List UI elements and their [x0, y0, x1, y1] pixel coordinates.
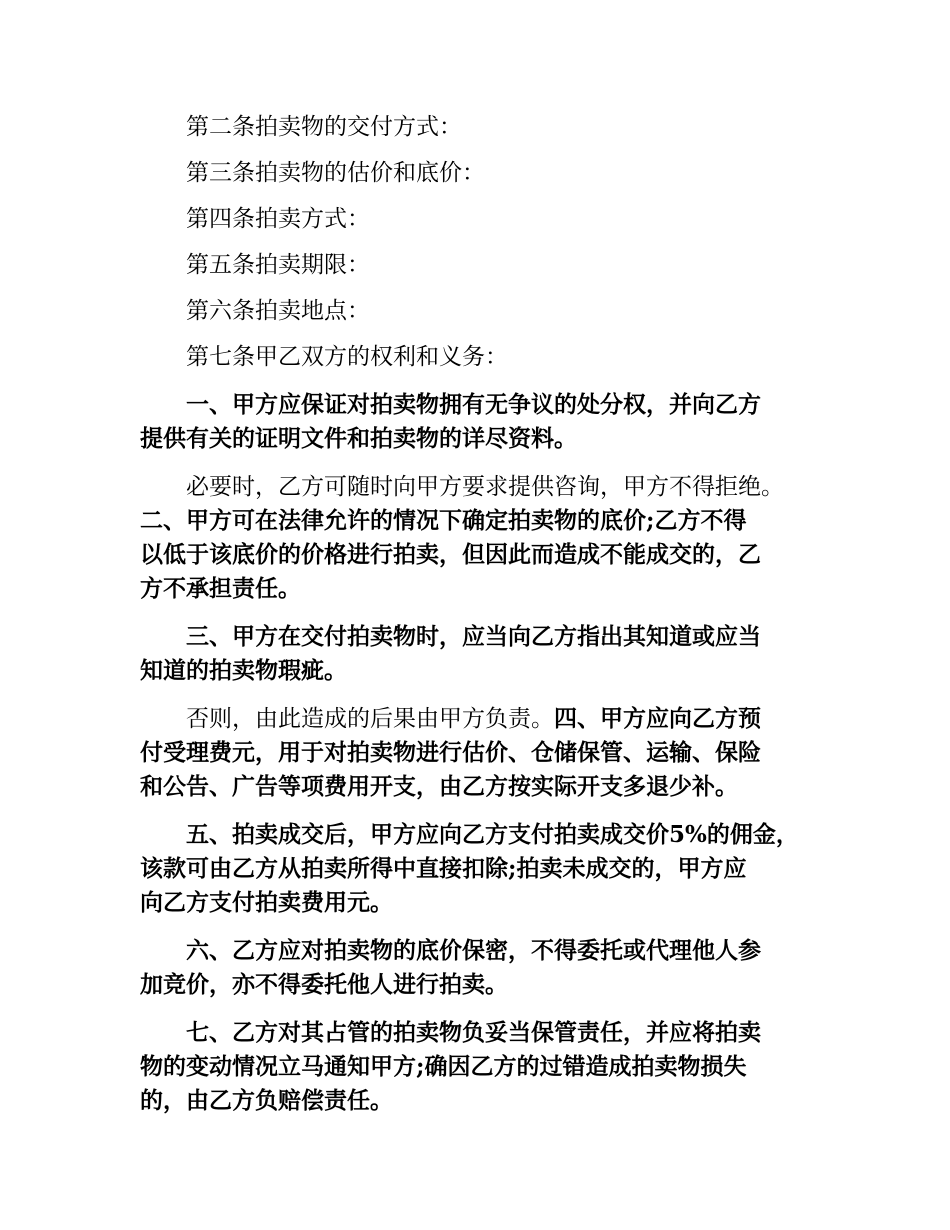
paragraph-line: 付受理费元，用于对拍卖物进行估价、仓储保管、运输、保险	[140, 739, 761, 766]
clause-4-lead: 否则，由此造成的后果由甲方负责。	[186, 706, 554, 732]
paragraph-line: 向乙方支付拍卖费用元。	[140, 889, 393, 916]
clause-7	[140, 1016, 830, 1118]
paragraph-line: 一、甲方应保证对拍卖物拥有无争议的处分权，并向乙方	[186, 391, 761, 418]
document-page	[140, 110, 830, 1118]
clause-2	[140, 470, 830, 606]
paragraph-line: 以低于该底价的价格进行拍卖，但因此而造成不能成交的，乙	[140, 541, 761, 568]
clause-1	[140, 388, 830, 456]
paragraph-line: 五、拍卖成交后，甲方应向乙方支付拍卖成交价5%的佣金，	[186, 821, 799, 848]
paragraph-line: 知道的拍卖物瑕疵。	[140, 657, 347, 684]
paragraph-line: 三、甲方在交付拍卖物时，应当向乙方指出其知道或应当	[186, 623, 761, 650]
paragraph-line: 该款可由乙方从拍卖所得中直接扣除;拍卖未成交的，甲方应	[140, 855, 747, 882]
paragraph-line: 必要时，乙方可随时向甲方要求提供咨询，甲方不得拒绝。	[186, 474, 784, 500]
clause-4	[140, 702, 830, 804]
paragraph-line	[140, 702, 830, 736]
clause-3	[140, 620, 830, 688]
paragraph-line: 加竞价，亦不得委托他人进行拍卖。	[140, 971, 508, 998]
paragraph-line: 和公告、广告等项费用开支，由乙方按实际开支多退少补。	[140, 773, 738, 800]
article-7-title: 第七条甲乙双方的权利和义务：	[186, 344, 508, 370]
article-3-title: 第三条拍卖物的估价和底价：	[186, 160, 485, 186]
paragraph-line: 物的变动情况立马通知甲方;确因乙方的过错造成拍卖物损失	[140, 1053, 747, 1080]
paragraph-line: 六、乙方应对拍卖物的底价保密，不得委托或代理他人参	[186, 937, 761, 964]
article-6-title: 第六条拍卖地点：	[186, 298, 370, 324]
clause-6	[140, 934, 830, 1002]
paragraph-line: 提供有关的证明文件和拍卖物的详尽资料。	[140, 425, 577, 452]
paragraph-line: 的，由乙方负赔偿责任。	[140, 1087, 393, 1114]
clause-5	[140, 818, 830, 920]
paragraph-line: 二、甲方可在法律允许的情况下确定拍卖物的底价;乙方不得	[140, 507, 747, 534]
clause-4-start: 四、甲方应向乙方预	[554, 705, 761, 732]
article-2-title: 第二条拍卖物的交付方式：	[186, 114, 462, 140]
paragraph-line: 七、乙方对其占管的拍卖物负妥当保管责任，并应将拍卖	[186, 1019, 761, 1046]
article-5-title: 第五条拍卖期限：	[186, 252, 370, 278]
paragraph-line: 方不承担责任。	[140, 575, 301, 602]
article-4-title: 第四条拍卖方式：	[186, 206, 370, 232]
